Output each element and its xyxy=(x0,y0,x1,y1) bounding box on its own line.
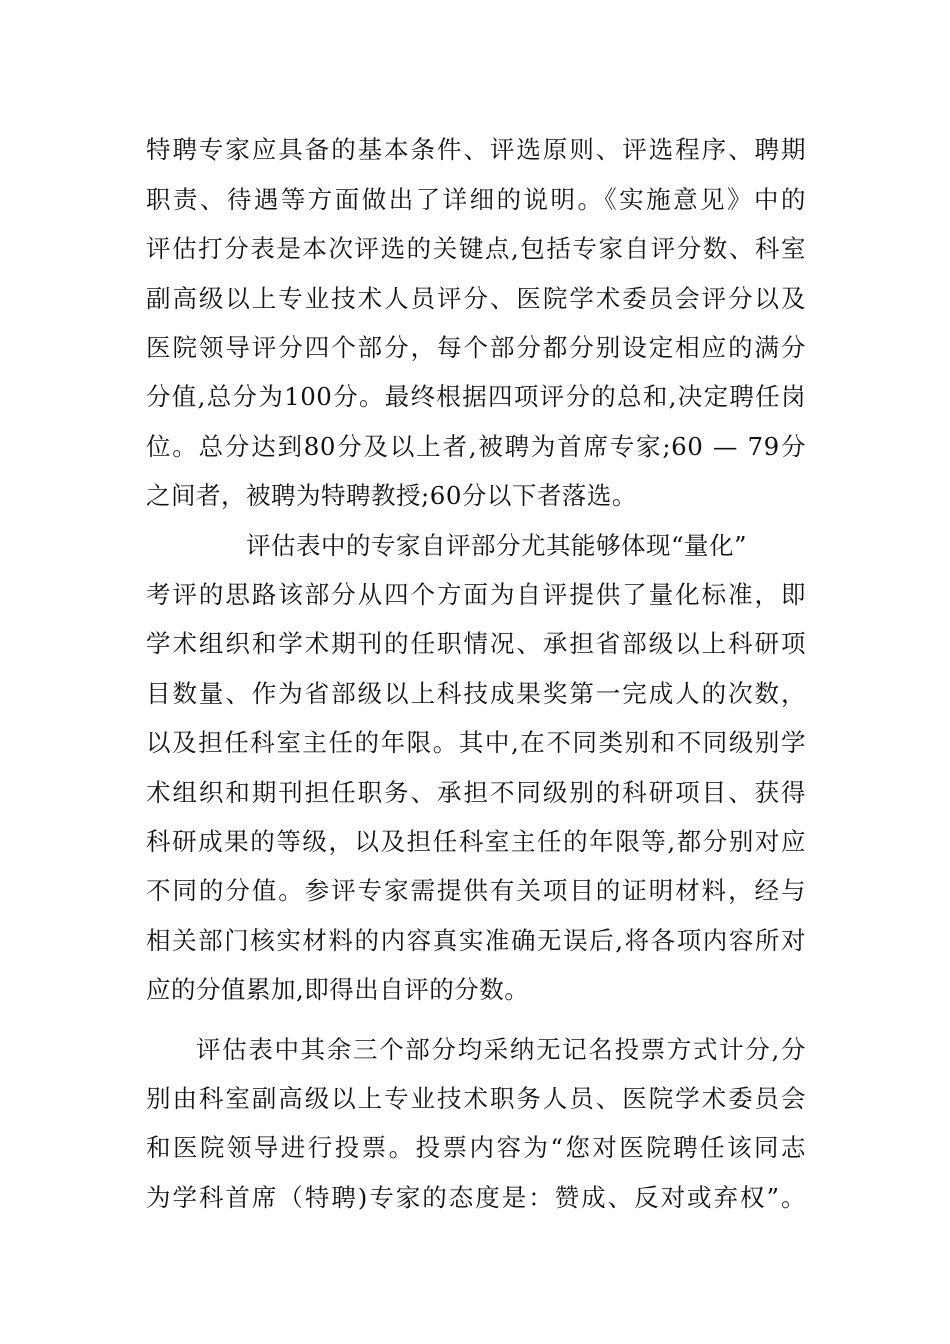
text-line: 相关部门核实材料的内容真实准确无误后,将各项内容所对 xyxy=(146,926,806,955)
text-line: 应的分值累加,即得出自评的分数。 xyxy=(146,975,530,1004)
text-line: 副高级以上专业技术人员评分、医院学术委员会评分以及 xyxy=(146,284,806,313)
paragraph-first-line: 评估表中的专家自评部分尤其能够体现“量化” xyxy=(246,531,748,560)
text-line: 之间者，被聘为特聘教授;60分以下者落选。 xyxy=(146,481,637,510)
text-line: 医院领导评分四个部分，每个部分都分别设定相应的满分 xyxy=(146,333,806,362)
paragraph-first-line: 评估表中其余三个部分均采纳无记名投票方式计分,分 xyxy=(196,1035,806,1064)
text-line: 目数量、作为省部级以上科技成果奖第一完成人的次数， xyxy=(146,679,806,708)
text-line: 评估打分表是本次评选的关键点,包括专家自评分数、科室 xyxy=(146,234,806,263)
text-line: 学术组织和学术期刊的任职情况、承担省部级以上科研项 xyxy=(146,629,806,658)
text-line: 位。总分达到80分及以上者,被聘为首席专家;60 — 79分 xyxy=(146,432,806,461)
text-line: 为学科首席（特聘)专家的态度是：赞成、反对或弃权”。 xyxy=(146,1183,806,1212)
text-line: 术组织和期刊担任职务、承担不同级别的科研项目、获得 xyxy=(146,778,806,807)
text-line: 以及担任科室主任的年限。其中,在不同类别和不同级别学 xyxy=(146,728,806,757)
text-line: 职责、待遇等方面做出了详细的说明。《实施意见》中的 xyxy=(146,185,806,214)
text-line: 别由科室副高级以上专业技术职务人员、医院学术委员会 xyxy=(146,1084,806,1113)
text-line: 特聘专家应具备的基本条件、评选原则、评选程序、聘期 xyxy=(146,135,806,164)
text-line: 考评的思路该部分从四个方面为自评提供了量化标准，即 xyxy=(146,580,806,609)
text-line: 分值,总分为100分。最终根据四项评分的总和,决定聘任岗 xyxy=(146,382,806,411)
text-line: 不同的分值。参评专家需提供有关项目的证明材料，经与 xyxy=(146,876,806,905)
text-line: 科研成果的等级，以及担任科室主任的年限等,都分别对应 xyxy=(146,827,806,856)
text-line: 和医院领导进行投票。投票内容为“您对医院聘任该同志 xyxy=(146,1133,806,1162)
